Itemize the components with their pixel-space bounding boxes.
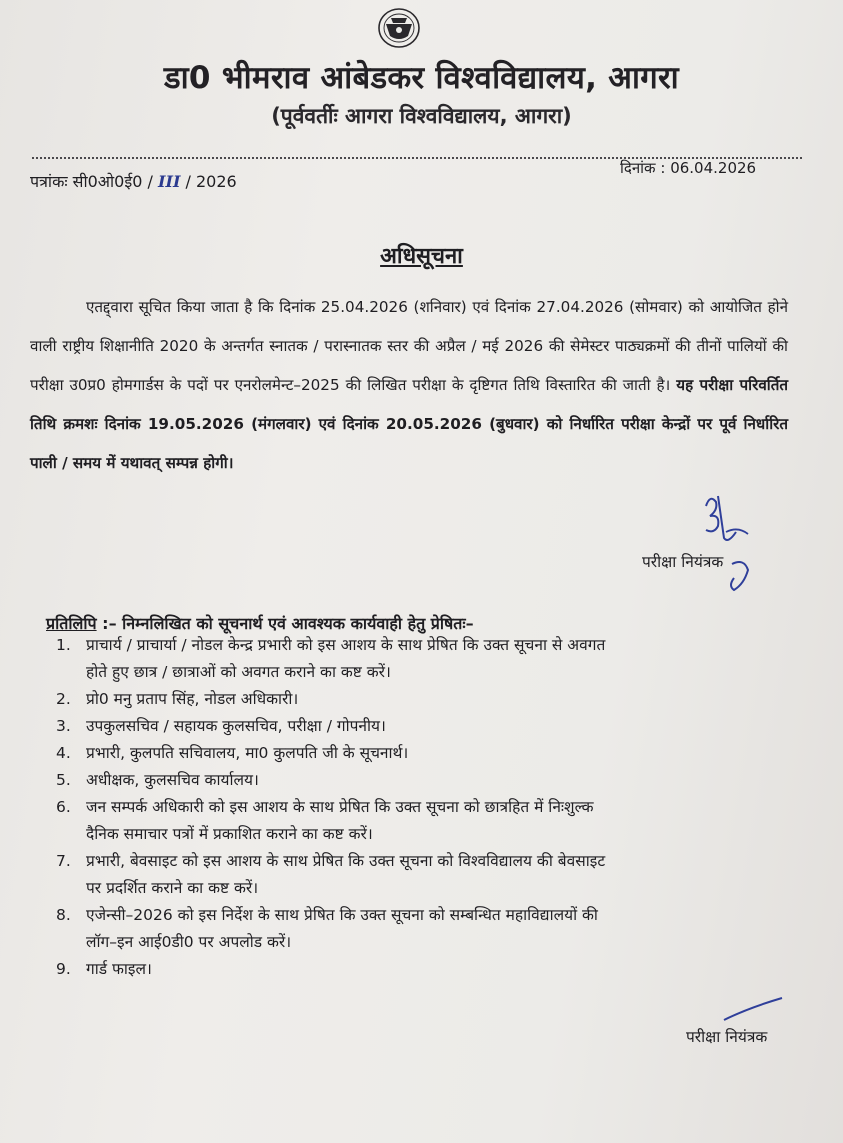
copy-to-heading <box>46 612 474 634</box>
reference-prefix: पत्रांकः सी0ओ0ई0 / <box>30 172 153 191</box>
university-emblem-icon <box>372 4 426 52</box>
notice-body-text: एतद्द्वारा सूचित किया जाता है कि दिनांक 25.04.2026 (शनिवार) एवं दिनांक 27.04.2026 (सोमवार) को आयोजित होने वाली राष्ट्रीय शिक्षानीति 2020 के अन्तर्गत स्नातक / परास्नातक स्तर की अप्रैल / मई 2026 की सेमेस्टर पाठ्यक्रमों की तीनों पालियों की परीक्षा उ0प्र0 होमगार्डस के पदों पर एनरोलमेन्ट–2025 की लिखित परीक्षा के दृष्टिगत तिथि विस्तारित की जाती है। <box>30 298 788 394</box>
list-item-number: 7. <box>56 852 71 870</box>
list-item <box>56 902 808 956</box>
university-name: डा0 भीमराव आंबेडकर विश्वविद्यालय, आगरा <box>163 60 680 96</box>
list-item-text: उपकुलसचिव / सहायक कुलसचिव, परीक्षा / गोपनीय। <box>86 717 386 735</box>
list-item-number: 4. <box>56 744 71 762</box>
list-item <box>56 956 808 983</box>
exam-controller-signature-2: परीक्षा नियंत्रक <box>686 1028 768 1046</box>
handwritten-signature-2 <box>720 994 790 1024</box>
reference-suffix: / 2026 <box>185 172 237 191</box>
list-item-text: जन सम्पर्क अधिकारी को इस आशय के साथ प्रेषित कि उक्त सूचना को छात्रहित में निःशुल्क <box>86 798 594 816</box>
list-item <box>56 632 808 686</box>
former-university-name: (पूर्ववर्तीः आगरा विश्वविद्यालय, आगरा) <box>271 104 572 128</box>
list-item-number: 9. <box>56 960 71 978</box>
list-item-number: 8. <box>56 906 71 924</box>
copy-to-heading-text: :– निम्नलिखित को सूचनार्थ एवं आवश्यक कार्यवाही हेतु प्रेषितः– <box>102 614 474 633</box>
list-item-text: प्रभारी, कुलपति सचिवालय, मा0 कुलपति जी के सूचनार्थ। <box>86 744 409 762</box>
list-item-text: प्रभारी, बेवसाइट को इस आशय के साथ प्रेषित कि उक्त सूचना को विश्वविद्यालय की बेवसाइट <box>86 852 606 870</box>
reference-handwritten-number: III <box>157 172 181 191</box>
issue-date <box>620 158 756 178</box>
notice-body-bold-text: यह परीक्षा परिवर्तित तिथि क्रमशः दिनांक 19.05.2026 (मंगलवार) एवं दिनांक 20.05.2026 (बुधवार) को निर्धारित परीक्षा केन्द्रों पर पूर्व निर्धारित पाली / समय में यथावत् सम्पन्न होगी। <box>30 376 789 472</box>
list-item <box>56 686 808 713</box>
list-item-number: 2. <box>56 690 71 708</box>
list-item <box>56 794 808 848</box>
list-item-number: 6. <box>56 798 71 816</box>
list-item <box>56 767 808 794</box>
copy-to-label: प्रतिलिपि <box>46 614 97 633</box>
list-item-number: 5. <box>56 771 71 789</box>
list-item-text: एजेन्सी–2026 को इस निर्देश के साथ प्रेषित कि उक्त सूचना को सम्बन्धित महाविद्यालयों की <box>86 906 598 924</box>
exam-controller-signature-1: परीक्षा नियंत्रक <box>642 553 724 571</box>
date-label: दिनांक : <box>620 159 666 177</box>
reference-number <box>30 170 237 192</box>
list-item-text: प्राचार्य / प्राचार्या / नोडल केन्द्र प्रभारी को इस आशय के साथ प्रेषित कि उक्त सूचना से अवगत <box>86 636 606 654</box>
list-item <box>56 740 808 767</box>
list-item-number: 1. <box>56 636 71 654</box>
date-value: 06.04.2026 <box>670 159 757 177</box>
notice-body <box>30 288 788 483</box>
list-item-text-continued: लॉग–इन आई0डी0 पर अपलोड करें। <box>86 933 292 951</box>
handwritten-signature-1 <box>688 486 768 596</box>
list-item-text-continued: पर प्रदर्शित कराने का कष्ट करें। <box>86 879 259 897</box>
list-item-text: अधीक्षक, कुलसचिव कार्यालय। <box>86 771 259 789</box>
list-item-text-continued: दैनिक समाचार पत्रों में प्रकाशित कराने का कष्ट करें। <box>86 825 373 843</box>
list-item-text: गार्ड फाइल। <box>86 960 152 978</box>
list-item-text: प्रो0 मनु प्रताप सिंह, नोडल अधिकारी। <box>86 690 299 708</box>
list-item <box>56 848 808 902</box>
list-item-number: 3. <box>56 717 71 735</box>
list-item <box>56 713 808 740</box>
list-item-text-continued: होते हुए छात्र / छात्राओं को अवगत कराने का कष्ट करें। <box>86 663 391 681</box>
notice-title: अधिसूचना <box>380 244 463 269</box>
copy-to-list <box>56 632 808 983</box>
